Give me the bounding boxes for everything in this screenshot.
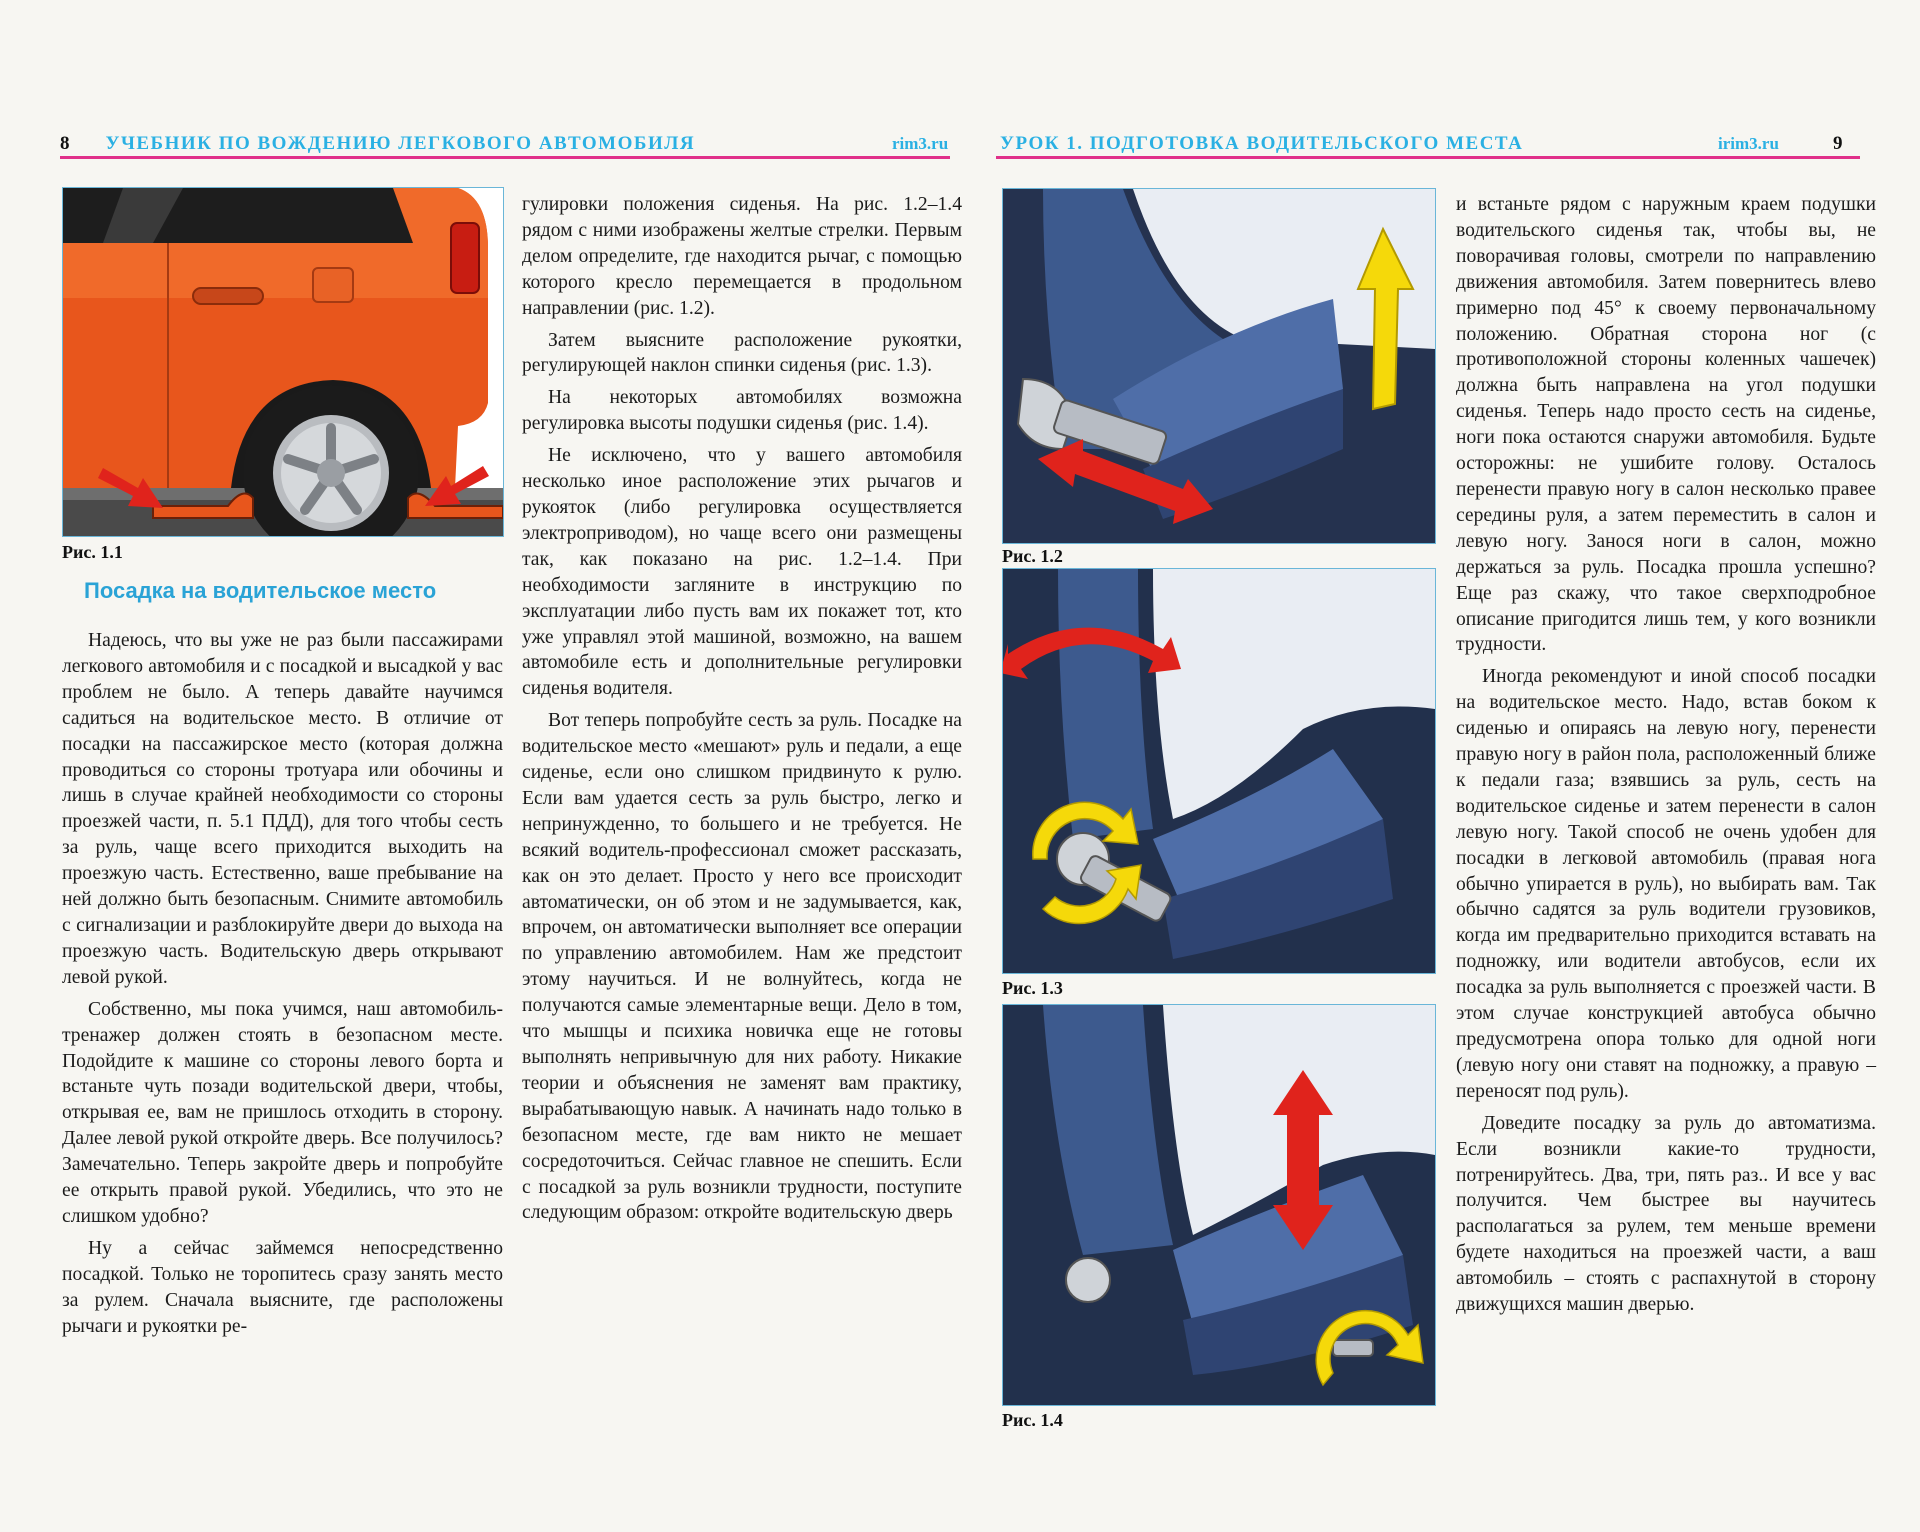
figure-caption: Рис. 1.4 <box>1002 1410 1063 1430</box>
figure-1-1 <box>62 187 504 537</box>
running-title: УРОК 1. ПОДГОТОВКА ВОДИТЕЛЬСКОГО МЕСТА <box>1000 133 1524 154</box>
site-label: rim3.ru <box>892 134 949 153</box>
right-page <box>960 0 1920 1532</box>
seat-height-adjust-illustration <box>1003 1005 1435 1405</box>
seat-recline-adjust-illustration <box>1003 569 1435 973</box>
figure-1-4 <box>1002 1004 1436 1406</box>
header-rule <box>996 156 1860 159</box>
page-number: 9 <box>1833 133 1843 154</box>
paragraph: Ну а сейчас займемся непосредственно посадкой. Только не торопитесь сразу занять место за рулем. Сначала выясните, где расположены рычаги и рукоятки ре- <box>62 1237 503 1337</box>
page-number: 8 <box>60 133 70 154</box>
text-column-1 <box>62 628 503 1345</box>
running-title: УЧЕБНИК ПО ВОЖДЕНИЮ ЛЕГКОВОГО АВТОМОБИЛЯ <box>105 133 696 154</box>
paragraph: Иногда рекомендуют и иной способ посадки на водительское место. Надо, встав боком к сиденью и опираясь на левую ногу, перенести правую ногу в район пола, расположенный ближе к педали газа; взявшись за руль, сесть на водительское сиденье и затем перенести в салон левую ногу. Такой способ не очень удобен для посадки в легковой автомобиль (правая нога обычно упирается в руль), но выбирать вам. Так обычно садятся за руль водители грузовиков, когда им предварительно приходится вставать на подножку, или водители автобусов, если их посадка за руль выполняется с проезжей части. В этом случае конструкцией автобуса обычно предусмотрена опора только для одной ноги (левую ногу они ставят на подножку, а правую – переносят под руль). <box>1456 666 1876 1102</box>
seat-slide-adjust-illustration <box>1003 189 1435 543</box>
paragraph: гулировки положения сиденья. На рис. 1.2–1.4 рядом с ними изображены желтые стрелки. Первым делом определите, где находится рычаг, с помощью которого кресло перемещается в продольном направлении (рис. 1.2). <box>522 194 962 319</box>
text-column-3 <box>1456 192 1876 1324</box>
figure-1-3 <box>1002 568 1436 974</box>
paragraph: На некоторых автомобилях возможна регулировка высоты подушки сиденья (рис. 1.4). <box>522 387 962 435</box>
paragraph: Затем выясните расположение рукоятки, регулирующей наклон спинки сиденья (рис. 1.3). <box>522 329 962 377</box>
figure-1-2 <box>1002 188 1436 544</box>
car-rear-wheel-illustration <box>63 188 503 536</box>
figure-caption: Рис. 1.2 <box>1002 546 1063 566</box>
paragraph: Не исключено, что у вашего автомобиля несколько иное расположение этих рычагов и рукояток (либо регулировка осуществляется электроприводом), но чаще всего они размещены так, как показано на рис. 1.2–1.4. При необходимости загляните в инструкцию по эксплуатации либо пусть вам их покажет тот, кто уже управлял этой машиной, возможно, на вашем автомобиле есть и дополнительные регулировки сиденья водителя. <box>522 445 962 700</box>
figure-caption: Рис. 1.1 <box>62 542 123 562</box>
section-heading: Посадка на водительское место <box>84 578 437 603</box>
paragraph: Вот теперь попробуйте сесть за руль. Посадке на водительское место «мешают» руль и педали, а еще сиденье, если оно слишком придвинуто к рулю. Если вам удается сесть за руль быстро, легко и непринужденно, то большего и не требуется. Не всякий водитель-профессионал сможет рассказать, как он это делает. Просто у него все происходит автоматически, он об этом и не задумывается, как, впрочем, он автоматически выполняет все операции по управлению автомобилем. Нам же предстоит этому научиться. И не волнуйтесь, когда не получаются самые элементарные вещи. Дело в том, что мышцы и психика новичка еще не готовы выполнять непривычную для них работу. Никакие теории и объяснения не заменят вам практику, вырабатывающую навык. А начинать надо только в безопасном месте, где вам никто не мешает сосредоточиться. Сейчас главное не спешить. Если с посадкой за руль возникли трудности, поступите следующим образом: откройте водительскую дверь <box>522 710 962 1224</box>
paragraph: Собственно, мы пока учимся, наш автомобиль-тренажер должен стоять в безопасном месте. Подойдите к машине со стороны левого борта и встаньте чуть позади водительской двери, чтобы, открывая ее, вам не пришлось отходить в сторону. Далее левой рукой откройте дверь. Все получилось? Замечательно. Теперь закройте дверь и попробуйте ее открыть правой рукой. Убедились, что это не слишком удобно? <box>62 998 503 1227</box>
text-column-2 <box>522 192 962 1232</box>
paragraph: Надеюсь, что вы уже не раз были пассажирами легкового автомобиля и с посадкой и высадкой у вас проблем не было. А теперь давайте научимся садиться на водительское место. В отличие от посадки на пассажирское место (которая должна проводиться со стороны тротуара или обочины и лишь в случае крайней необходимости со стороны проезжей части, п. 5.1 ПДД), для того чтобы сесть за руль, чаще всего приходится выходить на проезжую часть. Естественно, ваше пребывание на ней должно быть безопасным. Снимите автомобиль с сигнализации и разблокируйте двери до выхода на проезжую часть. Водительскую дверь открывают левой рукой. <box>62 630 503 988</box>
site-label: irim3.ru <box>1718 134 1779 153</box>
paragraph: и встаньте рядом с наружным краем подушки водительского сиденья так, чтобы вы, не поворачивая головы, смотрели по направлению движения автомобиля. Затем повернитесь влево примерно под 45° к своему первоначальному положению. Обратная сторона ног (с противоположной стороны коленных чашечек) должна быть направлена на угол подушки сиденья. Теперь надо просто сесть на сиденье, ноги пока остаются снаружи автомобиля. Будьте осторожны: не ушибите голову. Осталось перенести правую ногу в салон несколько правее середины руля, а затем переместить в салон и левую ногу. Занося ноги в салон, можно держаться за руль. Посадка прошла успешно? Еще раз скажу, что такое сверхподробное описание пригодится лишь тем, у кого возникли трудности. <box>1456 194 1876 656</box>
header-rule <box>60 156 950 159</box>
paragraph: Доведите посадку за руль до автоматизма. Если возникли какие-то трудности, потренируйтесь. Два, три, пять раз.. И все у вас получится. Чем быстрее вы научитесь располагаться за рулем, тем меньше времени будете находиться на проезжей части, а ваш автомобиль – стоять с распахнутой в сторону движущихся машин дверью. <box>1456 1112 1876 1316</box>
figure-caption: Рис. 1.3 <box>1002 978 1063 998</box>
